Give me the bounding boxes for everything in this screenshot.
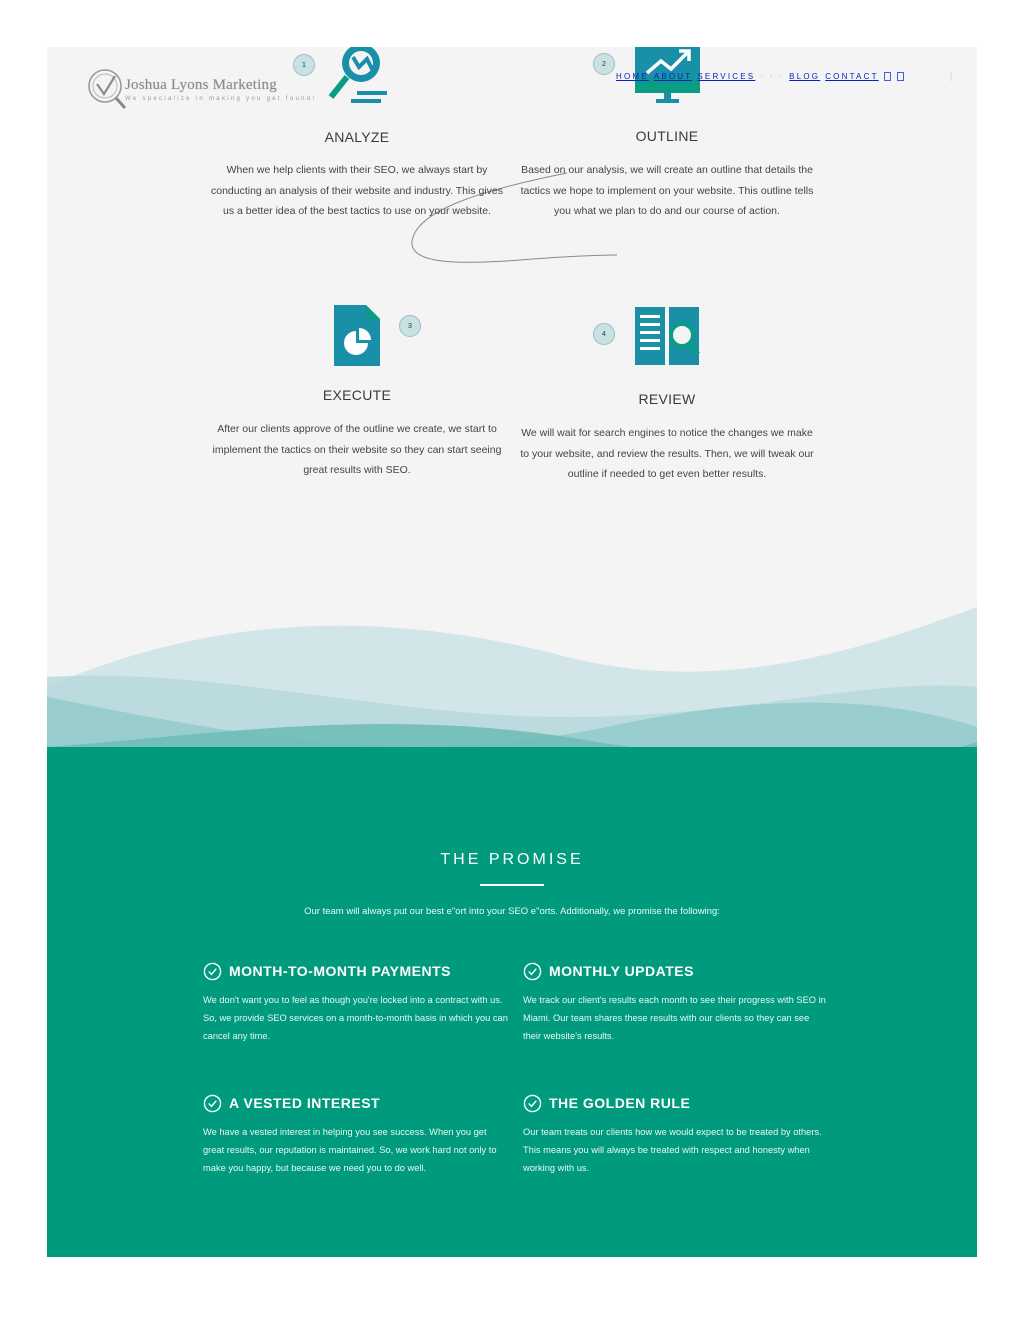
site-logo[interactable] xyxy=(85,67,315,113)
social-icon-2[interactable] xyxy=(897,72,904,81)
check-circle-icon xyxy=(523,1094,542,1113)
magnifier-chart-icon xyxy=(325,47,391,107)
logo-magnifier-icon xyxy=(85,67,129,111)
nav-contact[interactable]: CONTACT xyxy=(825,72,879,81)
step-text-analyze: When we help clients with their SEO, we always start by conducting an analysis of their website and industry. This gives us a better idea of the best tactics to use on your website. xyxy=(210,164,504,217)
promise-divider xyxy=(480,884,544,886)
step-badge-3: 3 xyxy=(399,315,421,337)
feature-text: We don't want you to feel as though you're locked into a contract with us. So, we provide SEO services on a month-to-month basis in which you can cancel any time. xyxy=(203,995,508,1041)
feature-text: We have a vested interest in helping you see success. When you get great results, our reputation is maintained. So, we work hard not only to make you happy, but because we need you to do well. xyxy=(203,1127,497,1173)
step-badge-2: 2 xyxy=(593,53,615,75)
feature-title: MONTHLY UPDATES xyxy=(549,963,694,979)
step-title-execute: EXECUTE xyxy=(322,387,392,403)
step-title-outline: OUTLINE xyxy=(635,128,699,144)
logo-tagline: We specialize in making you get found! xyxy=(125,96,317,102)
feature-title: MONTH-TO-MONTH PAYMENTS xyxy=(229,963,452,979)
check-circle-icon xyxy=(203,962,222,981)
step-text-outline: Based on our analysis, we will create an outline that details the tactics we hope to implement on your website. This outline tells you what we plan to do and our course of action. xyxy=(520,164,814,217)
feature-text: We track our client's results each month to see their progress with SEO in Miami. Our team shares these results with our clients so they can see their website's results. xyxy=(523,995,826,1041)
feature-month-to-month xyxy=(203,961,508,1045)
step-text-execute: After our clients approve of the outline we create, we start to implement the tactics on their website so they can start seeing great results with SEO. xyxy=(212,423,502,476)
promise-subtitle: Our team will always put our best e"ort into your SEO e"orts. Additionally, we promise the following: xyxy=(304,906,720,917)
step-badge-1: 1 xyxy=(293,54,315,76)
page-container xyxy=(47,47,977,1257)
social-icon-1[interactable] xyxy=(884,72,891,81)
nav-services[interactable]: SERVICES xyxy=(697,72,756,81)
document-pie-icon xyxy=(334,305,382,367)
feature-golden-rule xyxy=(523,1093,828,1177)
nav-home[interactable]: HOME xyxy=(616,72,649,81)
check-circle-icon xyxy=(203,1094,222,1113)
step-text-review: We will wait for search engines to notice the changes we make to your website, and review the results. Then, we will tweak our outline if needed to get even better results. xyxy=(520,427,814,480)
step-badge-4: 4 xyxy=(593,323,615,345)
promise-title: THE PROMISE xyxy=(440,851,584,868)
feature-vested-interest xyxy=(203,1093,508,1177)
feature-text: Our team treats our clients how we would expect to be treated by others. This means you will always be treated with respect and honesty when working with us. xyxy=(523,1127,822,1173)
book-search-icon xyxy=(635,305,701,371)
menu-toggle-icon[interactable]: | xyxy=(950,71,953,81)
nav-blog[interactable]: BLOG xyxy=(789,72,821,81)
feature-title: A VESTED INTEREST xyxy=(229,1095,381,1111)
step-title-review: REVIEW xyxy=(638,391,696,407)
feature-monthly-updates xyxy=(523,961,828,1045)
promise-section xyxy=(47,747,977,1257)
step-title-analyze: ANALYZE xyxy=(324,129,390,145)
main-nav xyxy=(616,72,910,81)
check-circle-icon xyxy=(523,962,542,981)
nav-about[interactable]: ABOUT xyxy=(653,72,693,81)
nav-faded-item: • • • xyxy=(760,72,785,81)
feature-title: THE GOLDEN RULE xyxy=(549,1095,691,1111)
logo-title: Joshua Lyons Marketing xyxy=(125,77,277,93)
